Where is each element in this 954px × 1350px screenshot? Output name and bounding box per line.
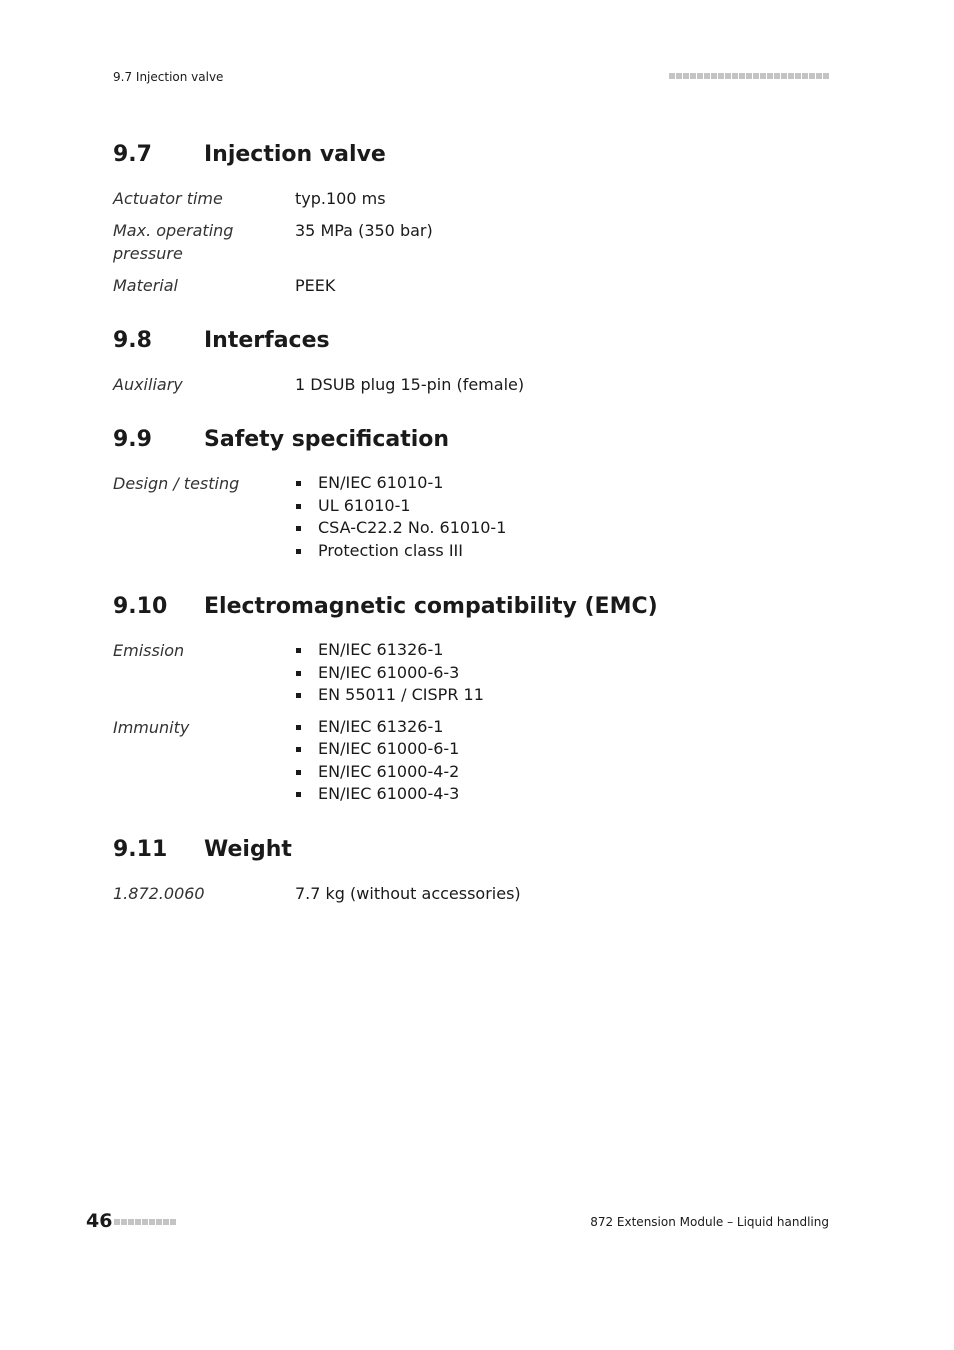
- spec-value: PEEK: [295, 276, 336, 295]
- spec-label: Auxiliary: [113, 375, 183, 394]
- standards-list: [295, 716, 833, 806]
- spec-row: [113, 219, 833, 265]
- list-item: EN/IEC 61326-1: [295, 639, 833, 662]
- section-heading: 9.7 Injection valve: [113, 142, 386, 167]
- spec-value: 1 DSUB plug 15-pin (female): [295, 375, 525, 394]
- list-item: EN/IEC 61000-6-1: [295, 738, 833, 761]
- spec-label: Emission: [113, 641, 185, 660]
- list-item: CSA-C22.2 No. 61010-1: [295, 517, 833, 540]
- page-number: 46: [86, 1210, 113, 1232]
- section-heading: 9.9 Safety specification: [113, 427, 450, 452]
- running-header: [113, 70, 829, 88]
- standards-list: [295, 639, 833, 707]
- list-item: EN/IEC 61326-1: [295, 716, 833, 739]
- section-interfaces: [113, 327, 833, 396]
- footer-square-bar: [114, 1219, 176, 1225]
- list-item: EN/IEC 61000-4-2: [295, 761, 833, 784]
- spec-label: Material: [113, 276, 178, 295]
- section-safety-specification: [113, 426, 833, 562]
- spec-row: [113, 373, 833, 396]
- list-item: EN/IEC 61010-1: [295, 472, 833, 495]
- section-weight: [113, 836, 833, 905]
- header-square-bar: [669, 73, 829, 79]
- list-item: EN/IEC 61000-4-3: [295, 783, 833, 806]
- list-item: Protection class III: [295, 540, 833, 563]
- spec-value: 7.7 kg (without accessories): [295, 884, 521, 903]
- section-injection-valve: [113, 141, 833, 297]
- spec-value: 35 MPa (350 bar): [295, 221, 433, 240]
- list-item: UL 61010-1: [295, 495, 833, 518]
- standards-list: [295, 472, 833, 562]
- section-emc: [113, 593, 833, 806]
- spec-row: [113, 274, 833, 297]
- list-item: EN 55011 / CISPR 11: [295, 684, 833, 707]
- spec-label: Immunity: [113, 717, 190, 737]
- section-heading: 9.10 Electromagnetic compatibility (EMC): [113, 594, 658, 619]
- list-item: EN/IEC 61000-6-3: [295, 662, 833, 685]
- spec-row: [113, 187, 833, 210]
- spec-label: Design / testing: [113, 474, 240, 493]
- running-header-title: 9.7 Injection valve: [113, 70, 224, 84]
- spec-row: [113, 716, 833, 806]
- spec-label: 1.872.0060: [113, 884, 205, 903]
- spec-row: [113, 472, 833, 562]
- section-heading: 9.11 Weight: [113, 837, 292, 862]
- spec-label: Actuator time: [113, 189, 223, 208]
- page-footer: [86, 1210, 829, 1236]
- spec-label: Max. operating pressure: [113, 221, 234, 263]
- footer-document-title: 872 Extension Module – Liquid handling: [590, 1215, 829, 1229]
- spec-value: typ.100 ms: [295, 189, 386, 208]
- spec-row: [113, 882, 833, 905]
- section-heading: 9.8 Interfaces: [113, 328, 330, 353]
- spec-row: [113, 639, 833, 707]
